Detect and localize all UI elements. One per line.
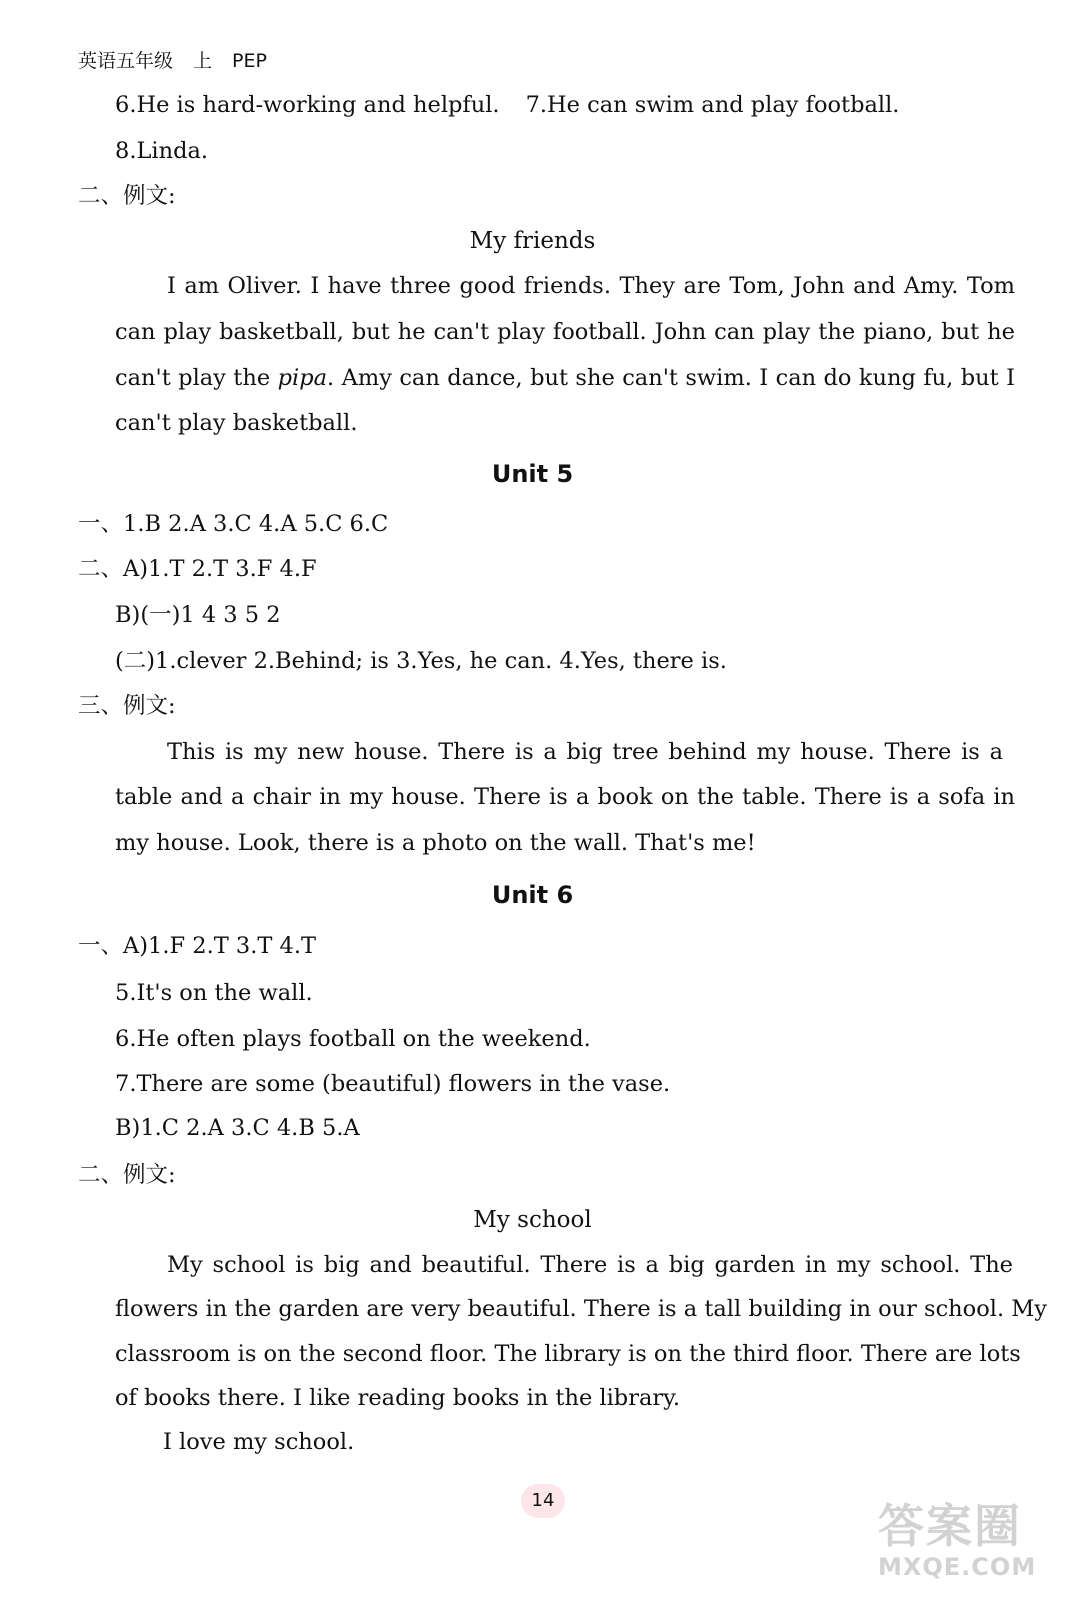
essay-line: flowers in the garden are very beautiful. There is a tall building in our school. My [115,1296,1048,1322]
essay-line: I am Oliver. I have three good friends. They are Tom, John and Amy. Tom [167,273,1015,299]
answer-line: (二)1.clever 2.Behind; is 3.Yes, he can. 4.Yes, there is. [115,648,727,674]
answer-line: 一、A)1.F 2.T 3.T 4.T [78,933,316,959]
unit-heading: Unit 5 [491,460,574,488]
answer-item-6: 6.He is hard-working and helpful. [115,92,500,118]
essay-line [115,363,1015,393]
essay-line: table and a chair in my house. There is a book on the table. There is a sofa in [115,784,1015,810]
header-subject: 英语五年级 [78,50,174,72]
essay-line: can play basketball, but he can't play football. John can play the piano, but he [115,319,1015,345]
section-label: 三、例文: [78,693,176,719]
header-edition: PEP [232,50,267,72]
essay-line: I love my school. [163,1429,355,1455]
answer-line: 二、A)1.T 2.T 3.F 4.F [78,556,317,582]
answer-item-7: 7.There are some (beautiful) flowers in the vase. [115,1071,671,1097]
essay-line: My school is big and beautiful. There is a big garden in my school. The [167,1252,1013,1278]
watermark-url: MXQE.COM [878,1553,1037,1581]
essay-line: can't play basketball. [115,410,358,436]
watermark-text: 答案圈 [878,1499,1022,1553]
page-header [78,47,287,75]
answer-item-5: 5.It's on the wall. [115,980,313,1006]
answer-line: B)1.C 2.A 3.C 4.B 5.A [115,1115,360,1141]
essay-text: . Amy can dance, but she can't swim. I can do kung fu, but I [327,365,1015,391]
section-label: 二、例文: [78,1162,176,1188]
section-label: 二、例文: [78,183,176,209]
page-number: 14 [521,1484,565,1518]
header-volume: 上 [193,50,213,72]
essay-title: My friends [469,228,596,254]
essay-line: my house. Look, there is a photo on the wall. That's me! [115,830,756,856]
answer-line: 一、1.B 2.A 3.C 4.A 5.C 6.C [78,511,389,537]
answer-item-7: 7.He can swim and play football. [525,92,900,118]
essay-line: of books there. I like reading books in the library. [115,1385,681,1411]
answer-item-6: 6.He often plays football on the weekend. [115,1026,591,1052]
essay-line: classroom is on the second floor. The library is on the third floor. There are lots [115,1341,1021,1367]
unit-heading: Unit 6 [491,881,574,909]
essay-title: My school [473,1207,592,1233]
answer-line: B)(一)1 4 3 5 2 [115,602,281,628]
watermark-logo [878,1500,1048,1590]
essay-text: can't play the [115,365,271,391]
answer-item-8: 8.Linda. [115,138,209,164]
essay-line: This is my new house. There is a big tree behind my house. There is a [167,739,1003,765]
essay-italic-word: pipa [277,365,328,391]
answer-line [115,90,899,120]
